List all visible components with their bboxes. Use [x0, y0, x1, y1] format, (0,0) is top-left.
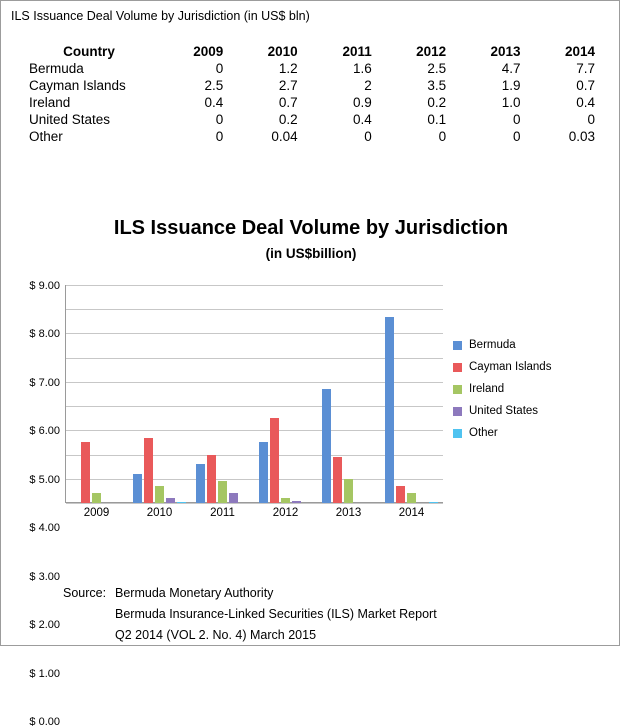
table-cell-value: 0.04	[271, 129, 298, 144]
table-cell-value: 0	[364, 129, 372, 144]
chart-bar-group	[317, 285, 380, 503]
table-cell-value: 0.7	[278, 95, 298, 110]
legend-item	[453, 383, 551, 395]
chart-x-tick-label: 2013	[335, 507, 362, 519]
source-line	[63, 583, 437, 604]
table-cell-value: 0.7	[576, 78, 595, 93]
source-block	[63, 583, 437, 646]
legend-item	[453, 427, 551, 439]
chart-bar	[281, 498, 290, 503]
table-cell-value: 0.2	[427, 95, 447, 110]
table-cell-value: 2.5	[204, 78, 224, 93]
table-cell-value: 0	[513, 112, 521, 127]
chart-x-tick-label: 2011	[210, 507, 235, 519]
table-header-2010: 2010	[267, 44, 298, 59]
legend-swatch-icon	[453, 407, 462, 416]
chart-bar	[259, 442, 268, 503]
source-label-spacer	[63, 604, 115, 625]
table-header-row	[27, 43, 597, 60]
source-text: Q2 2014 (VOL 2. No. 4) March 2015	[115, 628, 317, 642]
table-cell-value: 0.1	[427, 112, 447, 127]
legend-swatch-icon	[453, 429, 462, 438]
table-row	[27, 94, 597, 111]
chart-bar	[292, 501, 301, 503]
chart-bar	[133, 474, 142, 503]
chart-legend	[453, 339, 551, 449]
chart-x-tick-label: 2012	[272, 507, 299, 519]
legend-label: Other	[469, 427, 498, 439]
table-cell-value: 0.2	[278, 112, 298, 127]
chart-bar-group	[254, 285, 317, 503]
table-row	[27, 111, 597, 128]
chart-x-axis-labels	[65, 507, 443, 519]
chart-x-tick-label: 2010	[146, 507, 173, 519]
table-cell-value: 2.5	[427, 61, 447, 76]
table-cell-value: 0	[513, 129, 521, 144]
chart-y-tick-label: $ 3.00	[29, 570, 60, 583]
chart-bar	[218, 481, 227, 503]
chart-y-tick-label: $ 1.00	[29, 667, 60, 680]
chart-bar	[396, 486, 405, 503]
legend-item	[453, 339, 551, 351]
chart-y-tick-label: $ 9.00	[29, 280, 60, 292]
table-row	[27, 77, 597, 94]
chart-subtitle: (in US$billion)	[265, 246, 357, 261]
table-cell-country: Other	[29, 129, 63, 144]
table-header-2009: 2009	[193, 44, 224, 59]
table-cell-value: 0	[215, 129, 224, 144]
chart-y-tick-label: $ 6.00	[29, 425, 60, 438]
table-cell-value: 0	[438, 129, 447, 144]
legend-swatch-icon	[453, 341, 462, 350]
legend-item	[453, 361, 551, 373]
source-line	[63, 625, 437, 646]
table-cell-value: 0.4	[204, 95, 224, 110]
source-text: Bermuda Insurance-Linked Securities (ILS) Market Report	[115, 607, 437, 621]
chart-bar	[196, 464, 205, 503]
chart-bar-group	[380, 285, 443, 503]
table-cell-value: 0.03	[568, 129, 595, 144]
data-table	[27, 43, 597, 145]
chart-bars	[65, 285, 443, 503]
chart-x-tick-label: 2009	[83, 507, 110, 519]
chart-bar	[322, 389, 331, 503]
chart-bar	[229, 493, 238, 503]
chart-bar	[333, 457, 342, 503]
legend-swatch-icon	[453, 385, 462, 394]
chart-bar-group	[65, 285, 128, 503]
table-cell-country: United States	[29, 112, 111, 127]
chart-bar	[92, 493, 101, 503]
chart-bar	[429, 502, 438, 503]
chart-title: ILS Issuance Deal Volume by Jurisdiction	[113, 217, 509, 239]
table-cell-value: 1.0	[501, 95, 521, 110]
page-caption: ILS Issuance Deal Volume by Jurisdiction (in US$ bln)	[11, 9, 310, 23]
table-cell-value: 0	[215, 112, 224, 127]
table-header-2014: 2014	[564, 44, 595, 59]
table-cell-value: 1.9	[501, 78, 521, 93]
legend-label: Cayman Islands	[469, 361, 552, 373]
table-header-2011: 2011	[342, 44, 372, 59]
table-cell-country: Ireland	[29, 95, 71, 110]
source-label: Source:	[63, 586, 107, 600]
chart-bar-group	[191, 285, 254, 503]
chart-bar	[407, 493, 416, 503]
chart-bar	[270, 418, 279, 503]
chart-bar	[177, 502, 186, 503]
legend-label: Ireland	[469, 383, 505, 395]
chart-y-tick-label: $ 7.00	[29, 376, 60, 389]
chart-y-tick-label: $ 2.00	[29, 619, 60, 632]
chart-bar-group	[128, 285, 191, 503]
chart-bar	[166, 498, 175, 503]
table-header-country: Country	[63, 44, 115, 59]
table-cell-value: 0.9	[353, 95, 372, 110]
table-row	[27, 60, 597, 77]
chart-y-tick-label: $ 5.00	[29, 473, 60, 486]
table-cell-value: 3.5	[427, 78, 447, 93]
chart-bar	[207, 455, 216, 503]
chart-bar	[155, 486, 164, 503]
table-cell-value: 0	[587, 112, 595, 127]
table-cell-value: 0	[215, 61, 224, 76]
table-cell-value: 2	[364, 78, 372, 93]
table-cell-value: 0.4	[353, 112, 372, 127]
source-label-spacer	[63, 625, 115, 646]
legend-item	[453, 405, 551, 417]
source-line	[63, 604, 437, 625]
chart-bar	[385, 317, 394, 504]
legend-label: Bermuda	[469, 339, 516, 351]
table-header-2012: 2012	[416, 44, 447, 59]
table-cell-value: 1.6	[353, 61, 372, 76]
table-cell-value: 2.7	[278, 78, 298, 93]
table-cell-value: 4.7	[501, 61, 521, 76]
legend-label: United States	[469, 405, 539, 417]
source-text: Bermuda Monetary Authority	[115, 586, 274, 600]
chart-x-tick-label: 2014	[398, 507, 425, 519]
table-header-2013: 2013	[490, 44, 521, 59]
chart-bar	[81, 442, 90, 503]
table-cell-value: 1.2	[278, 61, 298, 76]
legend-swatch-icon	[453, 363, 462, 372]
chart-y-tick-label: $ 8.00	[29, 328, 60, 341]
table-cell-country: Cayman Islands	[29, 78, 126, 93]
chart-bar	[344, 479, 353, 503]
table-row	[27, 128, 597, 145]
table-cell-country: Bermuda	[29, 61, 84, 76]
chart-y-tick-label: $ 0.00	[29, 716, 60, 728]
chart-y-tick-label: $ 4.00	[29, 522, 60, 535]
table-cell-value: 0.4	[576, 95, 595, 110]
chart-bar	[144, 438, 153, 503]
table-cell-value: 7.7	[576, 61, 595, 76]
